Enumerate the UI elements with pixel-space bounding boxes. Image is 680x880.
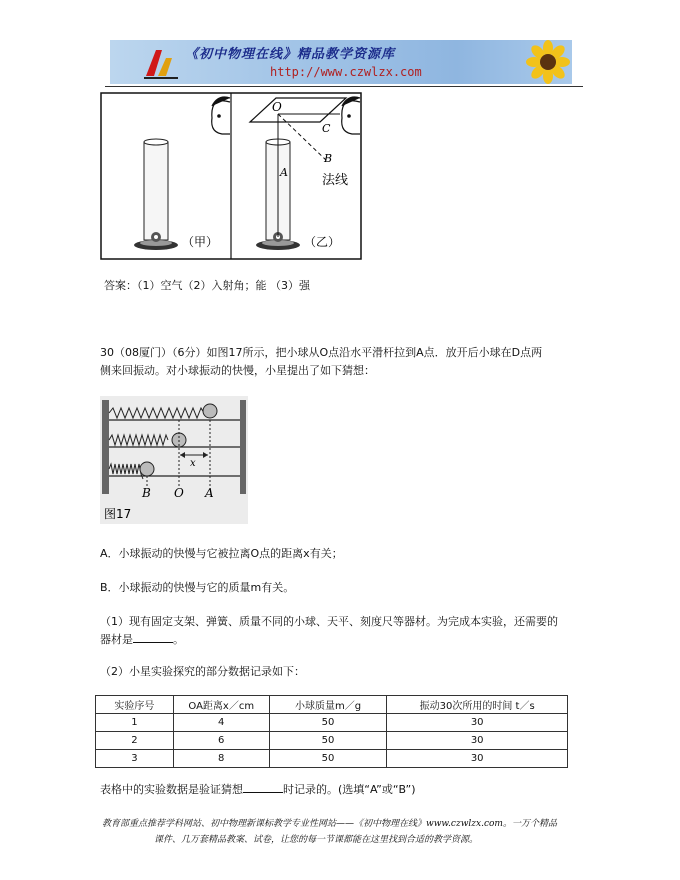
table-row [96,732,568,750]
sunflower-icon [520,40,572,84]
table-cell: 50 [269,750,387,768]
banner-url[interactable]: http://www.czwlzx.com [270,65,422,79]
conclusion-line [100,782,416,798]
x-label: x [190,458,196,469]
table-header-row [96,696,568,714]
footer-line-2: 课件、几万套精品教案、试卷，让您的每一节课都能在这里找到合适的教学资源。 [154,835,479,845]
conclusion-prefix: 表格中的实验数据是验证猜想 [100,783,243,796]
table-cell: 50 [269,732,387,750]
point-a: A [280,166,288,179]
label-yi: （乙） [304,235,341,249]
point-c: C [322,122,331,135]
part2-intro: （2）小星实验探究的部分数据记录如下： [100,665,305,678]
observer-face-right [342,97,360,134]
observer-face-left [212,97,230,134]
point-o-spring: O [174,486,184,500]
table-cell: 4 [173,714,269,732]
header-rule [105,86,583,87]
point-b: B [324,152,333,165]
answer-blank-equipment[interactable] [133,632,173,643]
cylinder-left [134,139,178,250]
normal-label: 法线 [322,173,349,188]
hypothesis-a: A．小球振动的快慢与它被拉离O点的距离x有关； [100,547,343,560]
refraction-figure [100,92,362,260]
table-header-cell: 振动30次所用的时间 t／s [387,696,568,714]
data-table [95,695,568,768]
header-banner [110,40,572,84]
question-line-2: 侧来回振动。对小球振动的快慢，小星提出了如下猜想： [100,364,375,377]
conclusion-suffix: 时记录的。(选填“A”或“B”) [283,783,416,796]
footer-line-1: 教育部重点推荐学科网站、初中物理新课标教学专业性网站——《初中物理在线》www.czwlzx.com。一万个精品 [102,819,557,829]
table-header-cell: OA距离x／cm [173,696,269,714]
ball-at-a [203,404,217,418]
part1-prefix: 器材是 [100,633,133,646]
part1-line-1: （1）现有固定支架、弹簧、质量不同的小球、天平、刻度尺等器材。为完成本实验，还需要的 [100,615,558,628]
table-cell: 30 [387,750,568,768]
glass-plate [250,98,346,122]
hypothesis-b: B．小球振动的快慢与它的质量m有关。 [100,581,295,594]
left-wall [102,400,109,494]
label-jia: （甲） [182,235,219,249]
right-wall [240,400,246,494]
table-cell: 3 [96,750,174,768]
table-cell: 50 [269,714,387,732]
ball-at-b [140,462,154,476]
table-cell: 2 [96,732,174,750]
figure-caption: 图17 [104,507,132,521]
part1-line-2 [100,632,184,648]
point-o: O [272,100,282,114]
table-row [96,714,568,732]
answer-blank-hypothesis[interactable] [243,782,283,793]
point-a-spring: A [205,486,214,500]
point-b-spring: B [142,486,151,500]
answer-line: 答案：（1）空气（2）入射角；能 （3）强 [104,279,310,292]
table-row [96,750,568,768]
table-cell: 6 [173,732,269,750]
banner-title: 《初中物理在线》精品教学资源库 [185,47,396,62]
part1-suffix: 。 [173,633,184,646]
table-cell: 1 [96,714,174,732]
question-line-1: 30（08厦门）（6分）如图17所示，把小球从O点沿水平滑杆拉到A点．放开后小球在D点两 [100,346,543,359]
table-header-cell: 小球质量m／g [269,696,387,714]
spring-figure [100,396,248,524]
site-logo [142,44,182,80]
table-cell: 30 [387,732,568,750]
table-cell: 8 [173,750,269,768]
table-cell: 30 [387,714,568,732]
table-header-cell: 实验序号 [96,696,174,714]
